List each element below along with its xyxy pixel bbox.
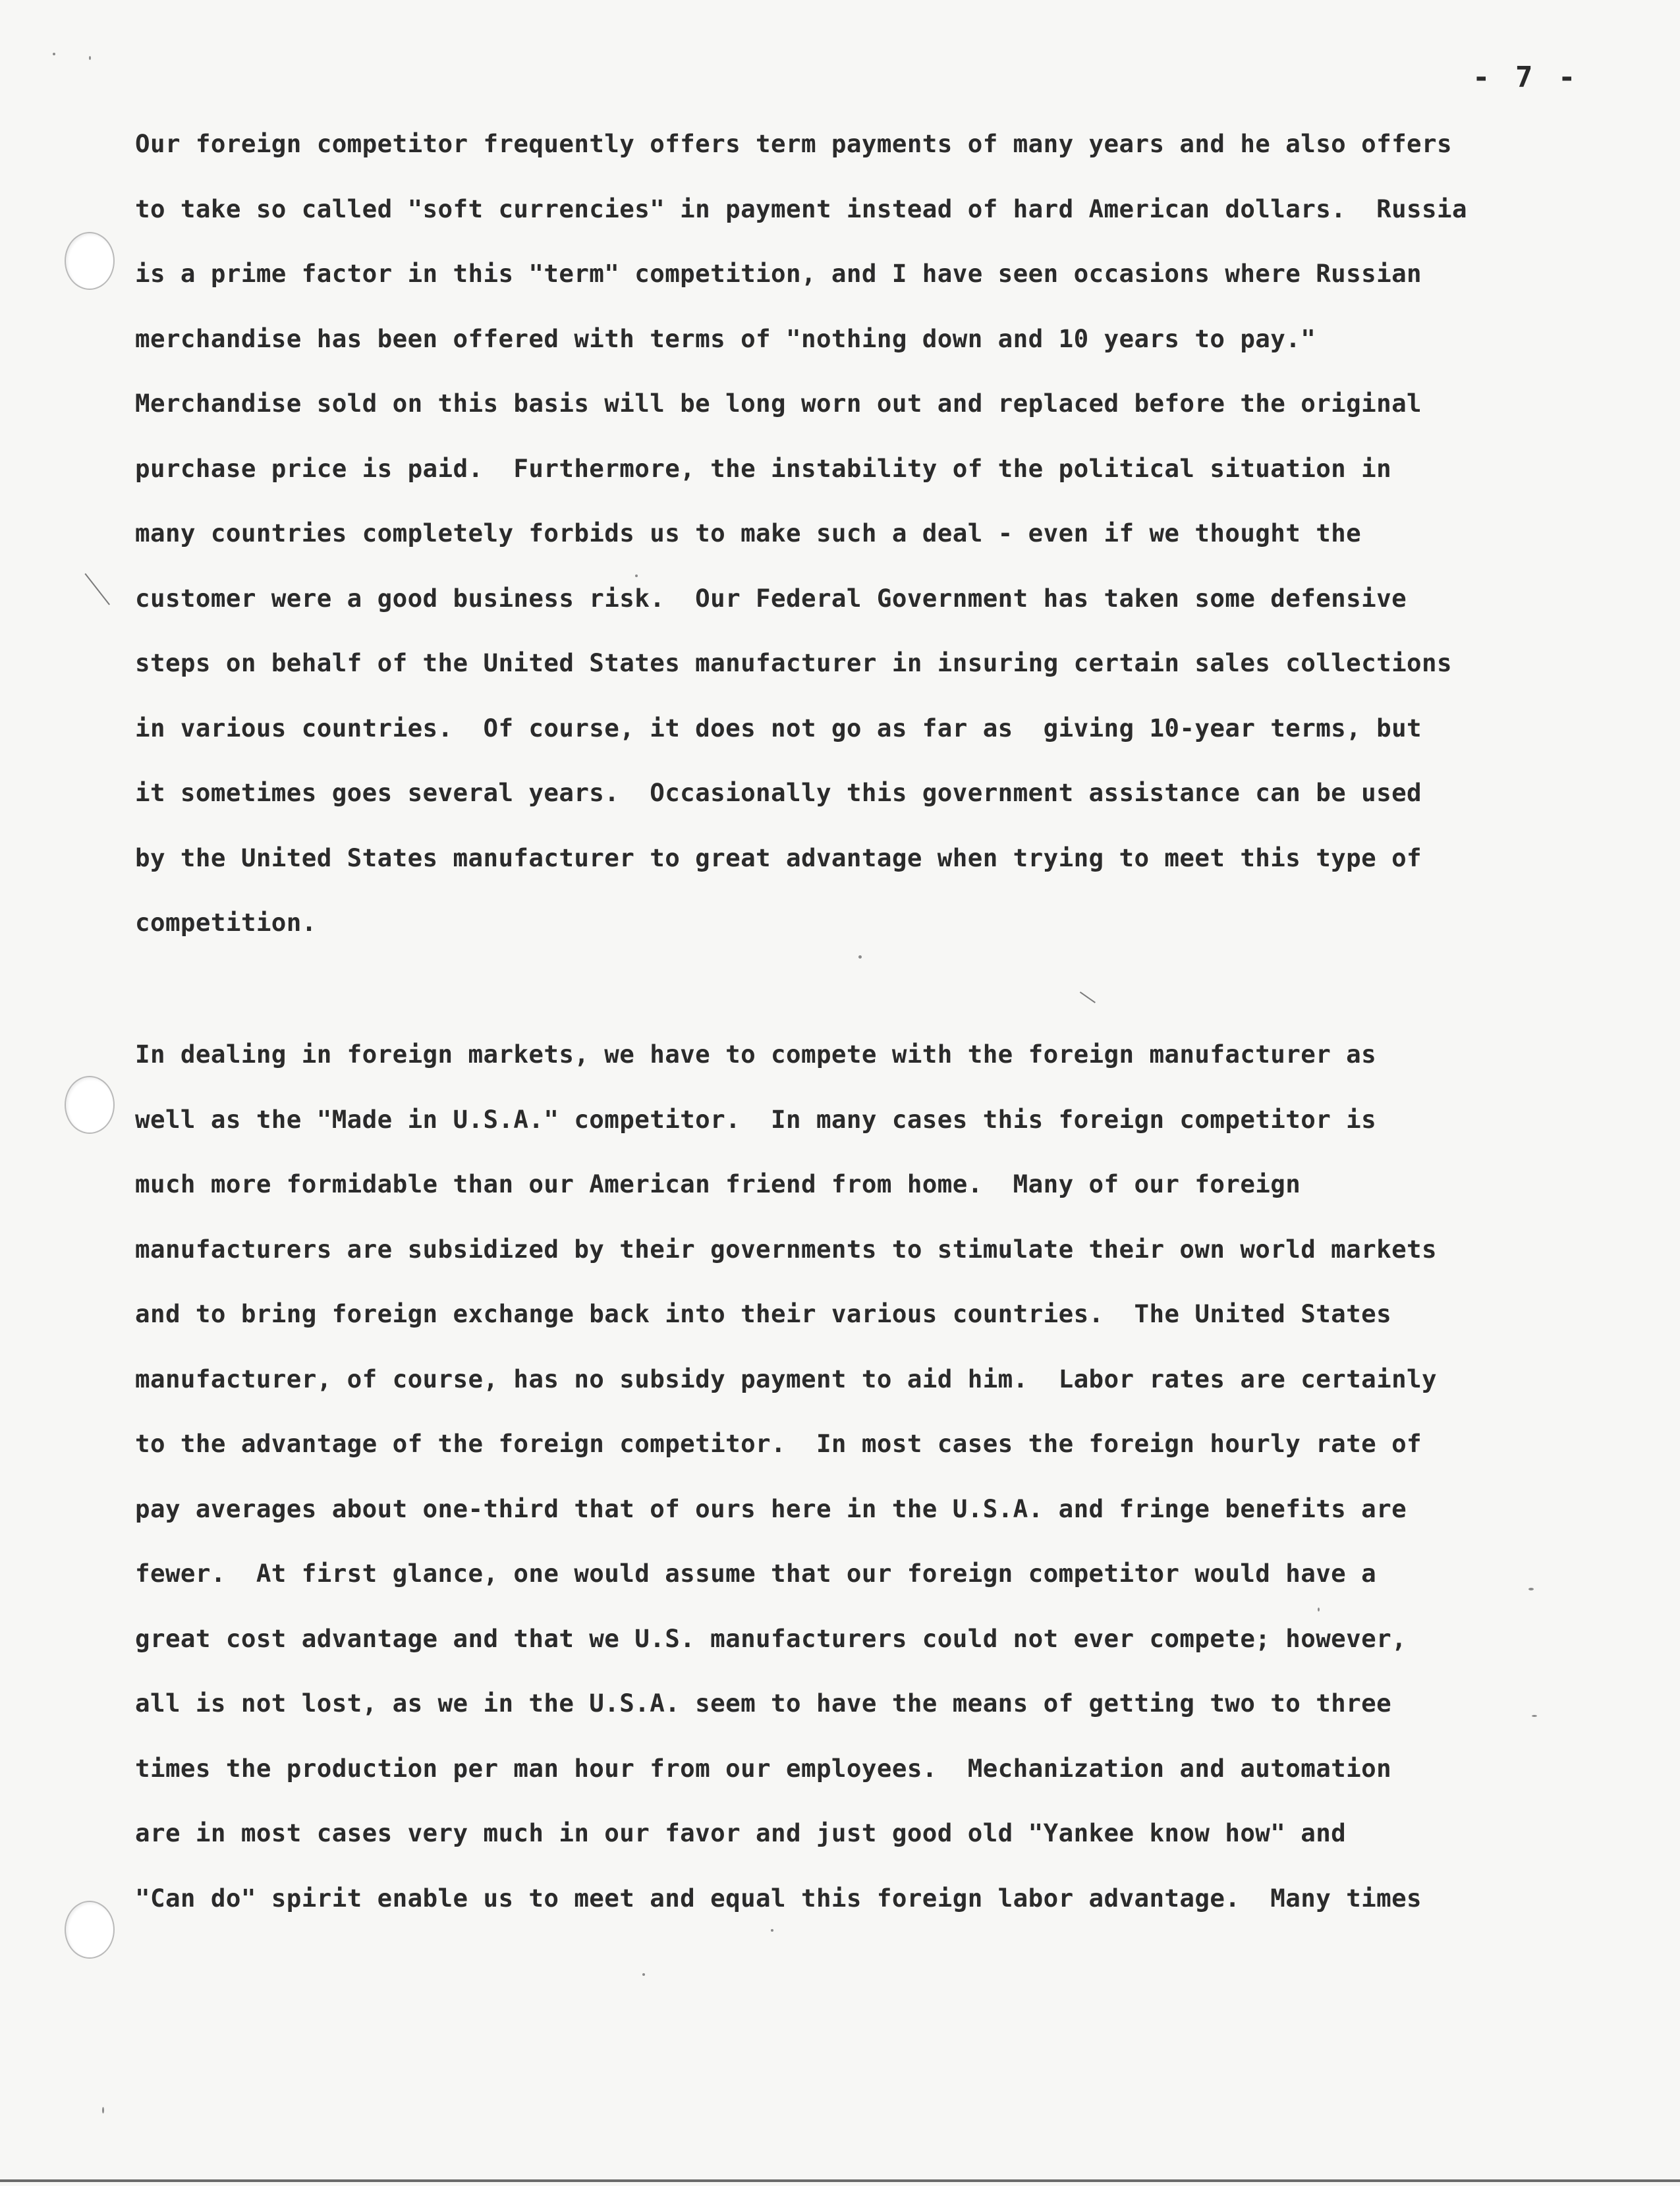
text-line: purchase price is paid. Furthermore, the instability of the political situation in: [135, 454, 1392, 483]
text-line: to take so called "soft currencies" in payment instead of hard American dollars. Russia: [135, 194, 1467, 223]
scan-speck: [771, 1929, 773, 1932]
text-line: great cost advantage and that we U.S. manufacturers could not ever compete; however,: [135, 1624, 1407, 1653]
text-line: competition.: [135, 908, 317, 937]
text-line: to the advantage of the foreign competitor. In most cases the foreign hourly rate of: [135, 1429, 1422, 1458]
page-bottom-edge: [0, 2179, 1680, 2182]
punch-hole-bottom: [65, 1901, 115, 1959]
text-line: customer were a good business risk. Our Federal Government has taken some defensive: [135, 584, 1407, 613]
punch-hole-top: [65, 232, 115, 290]
page-number: - 7 -: [1472, 61, 1580, 94]
scan-speck: [635, 575, 638, 577]
text-line: Our foreign competitor frequently offers term payments of many years and he also offers: [135, 129, 1452, 158]
text-line: times the production per man hour from our employees. Mechanization and automation: [135, 1754, 1392, 1783]
text-line: many countries completely forbids us to make such a deal - even if we thought the: [135, 518, 1362, 547]
scan-speck: [858, 955, 862, 959]
text-line: well as the "Made in U.S.A." competitor. In many cases this foreign competitor is: [135, 1105, 1377, 1134]
punch-hole-middle: [65, 1076, 115, 1134]
text-line: manufacturers are subsidized by their governments to stimulate their own world markets: [135, 1235, 1438, 1264]
text-line: by the United States manufacturer to great advantage when trying to meet this type of: [135, 843, 1422, 872]
text-line: "Can do" spirit enable us to meet and equal this foreign labor advantage. Many times: [135, 1884, 1422, 1913]
text-line: merchandise has been offered with terms of "nothing down and 10 years to pay.": [135, 324, 1316, 353]
text-line: all is not lost, as we in the U.S.A. seem to have the means of getting two to three: [135, 1689, 1392, 1718]
text-line: and to bring foreign exchange back into their various countries. The United States: [135, 1299, 1392, 1328]
scan-speck: [102, 2107, 104, 2114]
scan-speck: [1528, 1588, 1534, 1590]
text-line: is a prime factor in this "term" competition, and I have seen occasions where Russian: [135, 259, 1422, 288]
text-line: fewer. At first glance, one would assume that our foreign competitor would have a: [135, 1559, 1377, 1588]
text-line: are in most cases very much in our favor and just good old "Yankee know how" and: [135, 1818, 1347, 1847]
scan-scratch: [84, 573, 110, 605]
text-line: in various countries. Of course, it does not go as far as giving 10-year terms, but: [135, 714, 1422, 743]
scan-speck: [642, 1973, 645, 1976]
scan-speck: [1318, 1608, 1320, 1611]
scan-speck: [89, 56, 91, 60]
text-line: In dealing in foreign markets, we have to compete with the foreign manufacturer as: [135, 1040, 1377, 1069]
text-line: pay averages about one-third that of ours here in the U.S.A. and fringe benefits are: [135, 1494, 1407, 1523]
text-line: it sometimes goes several years. Occasionally this government assistance can be used: [135, 778, 1422, 807]
scan-scratch: [1080, 992, 1096, 1003]
text-line: steps on behalf of the United States manufacturer in insuring certain sales collections: [135, 648, 1452, 677]
scan-speck: [53, 53, 55, 55]
scan-speck: [1532, 1715, 1537, 1717]
text-line: Merchandise sold on this basis will be long worn out and replaced before the original: [135, 389, 1422, 418]
text-line: much more formidable than our American friend from home. Many of our foreign: [135, 1169, 1301, 1198]
text-line: manufacturer, of course, has no subsidy payment to aid him. Labor rates are certainly: [135, 1364, 1438, 1393]
